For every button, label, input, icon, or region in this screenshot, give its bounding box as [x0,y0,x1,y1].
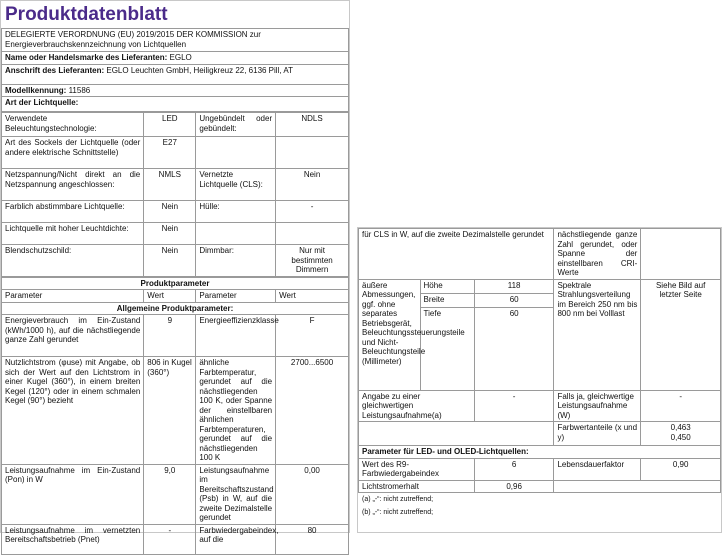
cri-continued-value [641,229,721,280]
type-value: LED [144,113,196,137]
type-label: Farblich abstimmbare Lichtquelle: [2,201,144,223]
spectral-label: Spektrale Strahlungsverteilung im Bereich 250 nm bis 800 nm bei Volllast [554,279,641,390]
chrom-empty [359,422,554,446]
param-label: Energieverbrauch im Ein-Zustand (kWh/1000 h), auf die nächstliegende ganze Zahl gerundet [2,315,144,357]
type-label: Art des Sockels der Lichtquelle (oder andere elektrische Schnittstelle) [2,137,144,169]
supplier-address-label: Anschrift des Lieferanten: [5,65,105,75]
type-value-2: NDLS [276,113,349,137]
header-table [1,28,349,112]
model-value: 11586 [68,85,91,95]
type-label-2: Hülle: [196,201,276,223]
model-row [2,84,349,97]
type-label-2: Dimmbar: [196,245,276,277]
param-value-2: 0,00 [276,464,349,524]
spectral-value: Siehe Bild auf letzter Seite [641,279,721,390]
general-params-heading: Allgemeine Produktparameter: [2,302,349,315]
param-value-2: 2700...6500 [276,357,349,465]
chromaticity-y: 0,450 [670,432,691,442]
param-value: 9 [144,315,196,357]
param-value: 806 in Kugel (360°) [144,357,196,465]
col-value-header: Wert [144,290,196,303]
equiv-power-value-2: - [641,390,721,422]
supplier-address-value: EGLO Leuchten GmbH, Heiligkreuz 22, 6136 Pill, AT [106,65,293,75]
footnote-b: (b) „-“: nicht zutreffend; [362,509,434,516]
type-value: Nein [144,201,196,223]
type-value-2 [276,137,349,169]
param-value-2: F [276,315,349,357]
cls-continued-label: für CLS in W, auf die zweite Dezimalstelle gerundet [359,229,554,280]
type-value-2 [276,223,349,245]
type-value-2: Nein [276,169,349,201]
param-value: 9,0 [144,464,196,524]
type-label: Blendschutzschild: [2,245,144,277]
type-label-2: Vernetzte Lichtquelle (CLS): [196,169,276,201]
continuation-table [358,228,721,493]
type-label-2 [196,223,276,245]
dim-value-width: 60 [474,293,554,307]
type-label-2 [196,137,276,169]
type-value: NMLS [144,169,196,201]
supplier-address-row [2,64,349,84]
datasheet-page-2 [357,227,722,533]
chromaticity-label: Farbwertanteile (x und y) [554,422,641,446]
supplier-name-row [2,52,349,65]
dim-value-depth: 60 [474,307,554,390]
type-value-2: Nur mit bestimmten Dimmern [276,245,349,277]
type-value-2: - [276,201,349,223]
equiv-power-label-2: Falls ja, gleichwertige Leistungsaufnahme (W) [554,390,641,422]
param-label-2: Farbwiedergabeindex, auf die [196,524,276,554]
type-label: Netzspannung/Nicht direkt an die Netzspannung angeschlossen: [2,169,144,201]
chromaticity-x: 0,463 [670,423,691,432]
footnote-a: (a) „-“: nicht zutreffend; [362,496,434,503]
r9-value: 6 [474,458,554,480]
maintenance-label: Lichtstromerhalt [359,480,475,493]
supplier-name-label: Name oder Handelsmarke des Lieferanten: [5,53,168,62]
type-label: Verwendete Beleuchtungstechnologie: [2,113,144,137]
r9-label: Wert des R9-Farbwiedergabeindex [359,458,475,480]
param-value: - [144,524,196,554]
product-params-heading: Produktparameter [2,277,349,290]
param-label: Nutzlichtstrom (φuse) mit Angabe, ob sich der Wert auf den Lichtstrom in einer Kugel (360°), in einem breiten Kegel (120°) oder in einem schmalen Kegel (90°) bezieht [2,357,144,465]
dim-label-depth: Tiefe [420,307,474,390]
dimensions-label: äußere Abmessungen, ggf. ohne separates Betriebsgerät, Beleuchtungssteuerungsteile und Nicht-Beleuchtungsteile (Millimeter) [359,279,421,390]
equiv-power-label: Angabe zu einer gleichwertigen Leistungsaufnahme(a) [359,390,475,422]
dim-label-width: Breite [420,293,474,307]
type-value: E27 [144,137,196,169]
dim-value-height: 118 [474,279,554,293]
type-value: Nein [144,223,196,245]
supplier-name-value: EGLO [169,53,192,62]
type-label: Lichtquelle mit hoher Leuchtdichte: [2,223,144,245]
model-label: Modellkennung: [5,85,67,95]
light-source-type-table [1,112,349,277]
lifetime-value: 0,90 [641,458,721,480]
param-label-2: Leistungsaufnahme im Bereitschaftszustand (Psb) in W, auf die zweite Dezimalstelle gerundet [196,464,276,524]
cri-continued-label: nächstliegende ganze Zahl gerundet, oder Spanne der einstellbaren CRI-Werte [554,229,641,280]
regulation-text: DELEGIERTE VERORDNUNG (EU) 2019/2015 DER KOMMISSION zur Energieverbrauchskennzeichnung von Lichtquellen [2,29,349,52]
equiv-power-value: - [474,390,554,422]
param-label-2: ähnliche Farbtemperatur, gerundet auf die nächstliegenden 100 K, oder Spanne der einstellbaren ähnlichen Farbtemperaturen, gerundet auf die nächstliegenden 100 K [196,357,276,465]
maintenance-empty [554,480,721,493]
col-param-header: Parameter [2,290,144,303]
chromaticity-value [641,422,721,446]
dim-label-height: Höhe [420,279,474,293]
type-label-2: Ungebündelt oder gebündelt: [196,113,276,137]
col-param-header-2: Parameter [196,290,276,303]
datasheet-page-1 [0,0,350,544]
param-value-2: 80 [276,524,349,554]
param-label: Leistungsaufnahme im Ein-Zustand (Pon) in W [2,464,144,524]
param-label-2: Energieeffizienzklasse [196,315,276,357]
param-label: Leistungsaufnahme im vernetzten Bereitschaftsbetrieb (Pnet) [2,524,144,554]
led-params-heading: Parameter für LED- und OLED-Lichtquellen: [359,446,721,459]
col-value-header-2: Wert [276,290,349,303]
maintenance-value: 0,96 [474,480,554,493]
product-params-table [1,277,349,555]
type-value: Nein [144,245,196,277]
page-title: Produktdatenblatt [5,4,168,25]
lifetime-label: Lebensdauerfaktor [554,458,641,480]
light-source-type-heading: Art der Lichtquelle: [2,97,349,112]
